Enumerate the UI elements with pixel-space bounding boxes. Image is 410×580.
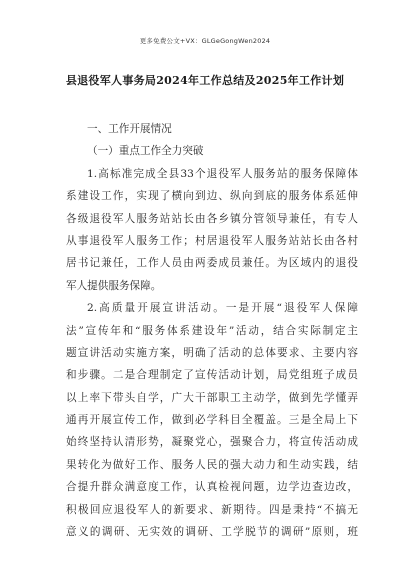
- paragraph-line: 意义的调研、无实效的调研、工学脱节的调研”原则，班: [66, 526, 358, 539]
- paragraph-line: 题宣讲活动实施方案，明确了活动的总体要求、主要内容: [66, 346, 358, 359]
- paragraph-line: 法”宣传年和“服务体系建设年”活动，结合实际制定主: [66, 324, 358, 337]
- section-heading: 一、工作开展情况: [87, 123, 172, 135]
- paragraph-line: 系建设工作，实现了横向到边、纵向到底的服务体系延伸: [66, 190, 358, 203]
- paragraph-line: 2.高质量开展宣讲活动。一是开展“退役军人保障: [87, 302, 358, 315]
- paragraph-line: 始终坚持认清形势，凝聚党心，强聚合力，将宣传活动成: [66, 436, 358, 449]
- paragraph-line: 从事退役军人服务工作；村居退役军人服务站站长由各村: [66, 234, 358, 247]
- paragraph-line: 1.高标准完成全县33个退役军人服务站的服务保障体: [87, 167, 358, 180]
- header-note: 更多免费公文+VX：GLGeGongWen2024: [139, 37, 271, 45]
- paragraph-line: 果转化为做好工作、服务人民的强大动力和生动实践，结: [66, 458, 358, 471]
- paragraph-line: 积极回应退役军人的新要求、新期待。四是秉持“不搞无: [66, 503, 358, 516]
- paragraph-line: 各级退役军人服务站站长由各乡镇分管领导兼任，有专人: [66, 212, 358, 225]
- paragraph-line: 军人提供服务保障。: [66, 279, 162, 292]
- paragraph-line: 以上率下带头自学，广大干部职工主动学，做到先学懂弄: [66, 391, 358, 404]
- paragraph-line: 和步骤。二是合理制定了宣传活动计划，局党组班子成员: [66, 369, 358, 382]
- paragraph-line: 合提升群众满意度工作，认真检视问题，边学边查边改，: [66, 481, 358, 494]
- paragraph-line: 居书记兼任，工作人员由两委成员兼任。为区域内的退役: [66, 257, 358, 270]
- document-body: [66, 118, 358, 543]
- subsection-heading: （一）重点工作全力突破: [87, 145, 204, 158]
- paragraph-line: 通再开展宣传工作，做到必学科目全覆盖。三是全局上下: [66, 414, 358, 427]
- document-title: 县退役军人事务局2024年工作总结及2025年工作计划: [65, 74, 345, 87]
